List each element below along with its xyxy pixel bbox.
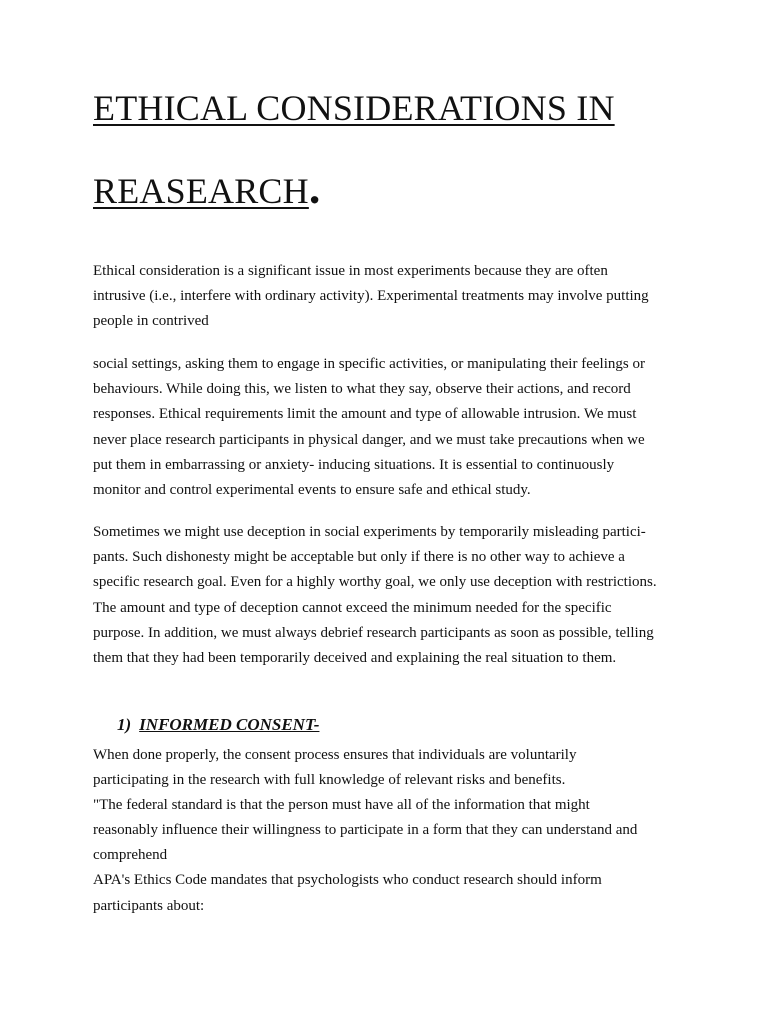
text-line: put them in embarrassing or anxiety- inducing situations. It is essential to continuously xyxy=(93,456,615,473)
text-line: never place research participants in physical danger, and we must take precautions when we xyxy=(93,431,645,448)
text-line: Ethical consideration is a significant issue in most experiments because they are often xyxy=(93,263,608,279)
text-line: comprehend xyxy=(93,847,168,864)
title-text-2: REASEARCH xyxy=(93,171,309,211)
text-line: them that they had been temporarily deceived and explaining the real situation to them. xyxy=(93,650,617,667)
document-title-line-2 xyxy=(93,162,321,213)
text-line: monitor and control experimental events to ensure safe and ethical study. xyxy=(93,482,531,499)
text-line: pants. Such dishonesty might be acceptable but only if there is no other way to achieve a xyxy=(93,549,625,566)
section-heading-text: INFORMED CONSENT- xyxy=(139,715,320,734)
text-line: The amount and type of deception cannot exceed the minimum needed for the specific xyxy=(93,599,612,616)
text-line: social settings, asking them to engage in specific activities, or manipulating their feelings or xyxy=(93,356,645,372)
text-line: purpose. In addition, we must always debrief research participants as soon as possible, telling xyxy=(93,624,654,641)
paragraph-deception xyxy=(93,520,693,671)
section-heading-informed-consent xyxy=(117,714,319,736)
text-line: behaviours. While doing this, we listen to what they say, observe their actions, and record xyxy=(93,381,631,398)
title-period: . xyxy=(308,162,321,213)
text-line: intrusive (i.e., interfere with ordinary activity). Experimental treatments may involve putting xyxy=(93,288,649,305)
text-line: responses. Ethical requirements limit the amount and type of allowable intrusion. We must xyxy=(93,406,637,423)
text-line: people in contrived xyxy=(93,313,209,330)
text-line: Sometimes we might use deception in social experiments by temporarily misleading partici- xyxy=(93,524,646,540)
text-line: "The federal standard is that the person must have all of the information that might xyxy=(93,797,590,814)
document-title-line-1 xyxy=(93,88,615,128)
paragraph-social-settings xyxy=(93,352,693,503)
paragraph-informed-consent xyxy=(93,743,693,919)
text-line: specific research goal. Even for a highly worthy goal, we only use deception with restrictions. xyxy=(93,574,657,591)
title-text-1: ETHICAL CONSIDERATIONS IN xyxy=(93,88,615,128)
text-line: When done properly, the consent process ensures that individuals are voluntarily xyxy=(93,747,577,763)
text-line: participating in the research with full knowledge of relevant risks and benefits. xyxy=(93,772,566,789)
text-line: APA's Ethics Code mandates that psychologists who conduct research should inform xyxy=(93,872,602,889)
paragraph-intro xyxy=(93,259,693,335)
text-line: participants about: xyxy=(93,897,205,914)
text-line: reasonably influence their willingness to participate in a form that they can understand and xyxy=(93,822,638,839)
section-number: 1) xyxy=(117,715,132,734)
